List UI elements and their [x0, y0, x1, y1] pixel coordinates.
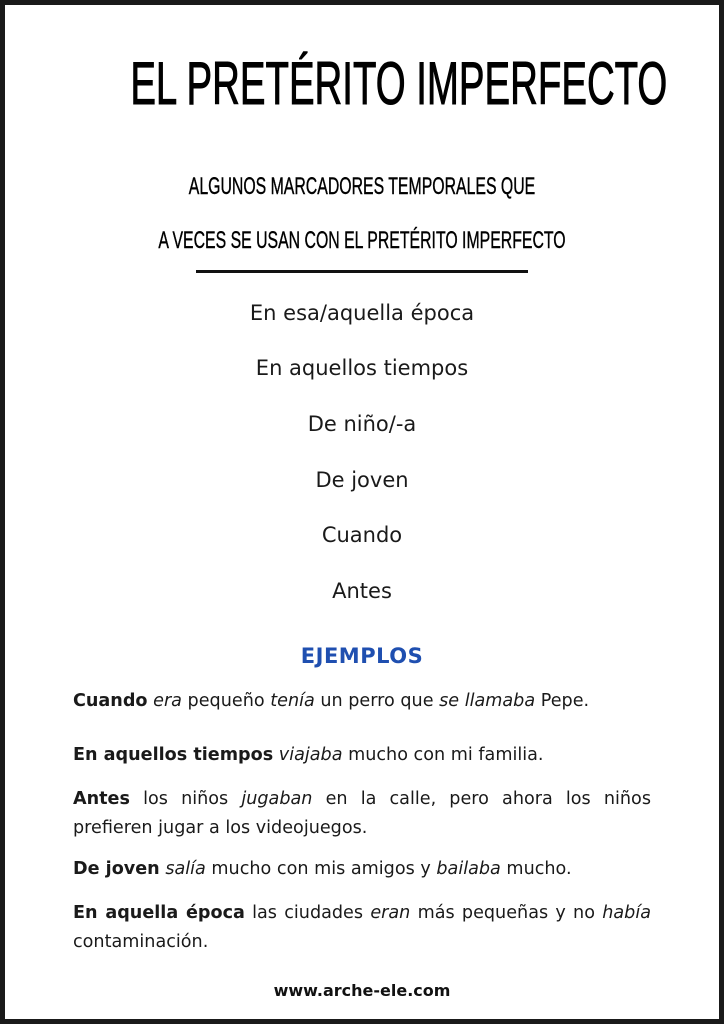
example-verb: era: [153, 691, 182, 711]
divider: [196, 270, 528, 273]
example-verb: salía: [165, 859, 206, 879]
example-text: las ciudades: [244, 903, 371, 923]
example-sentence: [73, 741, 651, 770]
example-text: pequeño: [181, 691, 271, 711]
marker-item: En esa/aquella época: [249, 301, 475, 325]
examples-heading: EJEMPLOS: [300, 644, 424, 668]
example-text: en la calle, pero ahora los niños prefieren jugar a los videojuegos.: [73, 789, 651, 838]
example-marker: En aquella época: [73, 903, 245, 923]
example-text: mucho con mis amigos y: [205, 859, 437, 879]
example-text: Pepe.: [535, 691, 590, 711]
example-verb: bailaba: [436, 859, 501, 879]
marker-item: De joven: [315, 468, 409, 492]
example-text: los niños: [129, 789, 242, 809]
marker-item: Antes: [332, 579, 392, 603]
example-verb: jugaban: [241, 789, 313, 809]
example-verb: se llamaba: [439, 691, 536, 711]
example-sentence: [73, 687, 651, 716]
example-verb: eran: [370, 903, 411, 923]
example-text: contaminación.: [73, 932, 209, 952]
example-text: un perro que: [314, 691, 440, 711]
example-text: mucho con mi familia.: [342, 745, 544, 765]
example-sentence: [73, 785, 651, 843]
example-sentence: [73, 899, 651, 957]
example-marker: Antes: [73, 789, 130, 809]
example-verb: viajaba: [278, 745, 343, 765]
example-marker: De joven: [73, 859, 160, 879]
example-marker: Cuando: [73, 691, 148, 711]
example-verb: tenía: [270, 691, 315, 711]
example-marker: En aquellos tiempos: [73, 745, 274, 765]
footer-website: www.arche-ele.com: [273, 981, 451, 1000]
marker-item: Cuando: [321, 523, 403, 547]
example-text: más pequeñas y no: [410, 903, 603, 923]
example-verb: había: [602, 903, 651, 923]
marker-item: En aquellos tiempos: [255, 356, 469, 380]
marker-item: De niño/-a: [307, 412, 417, 436]
page-title: EL PRETÉRITO IMPERFECTO: [130, 50, 668, 117]
example-sentence: [73, 855, 651, 884]
subtitle-line-1: ALGUNOS MARCADORES TEMPORALES QUE: [188, 173, 536, 200]
subtitle-line-2: A VECES SE USAN CON EL PRETÉRITO IMPERFECTO: [158, 227, 566, 254]
example-text: mucho.: [500, 859, 572, 879]
